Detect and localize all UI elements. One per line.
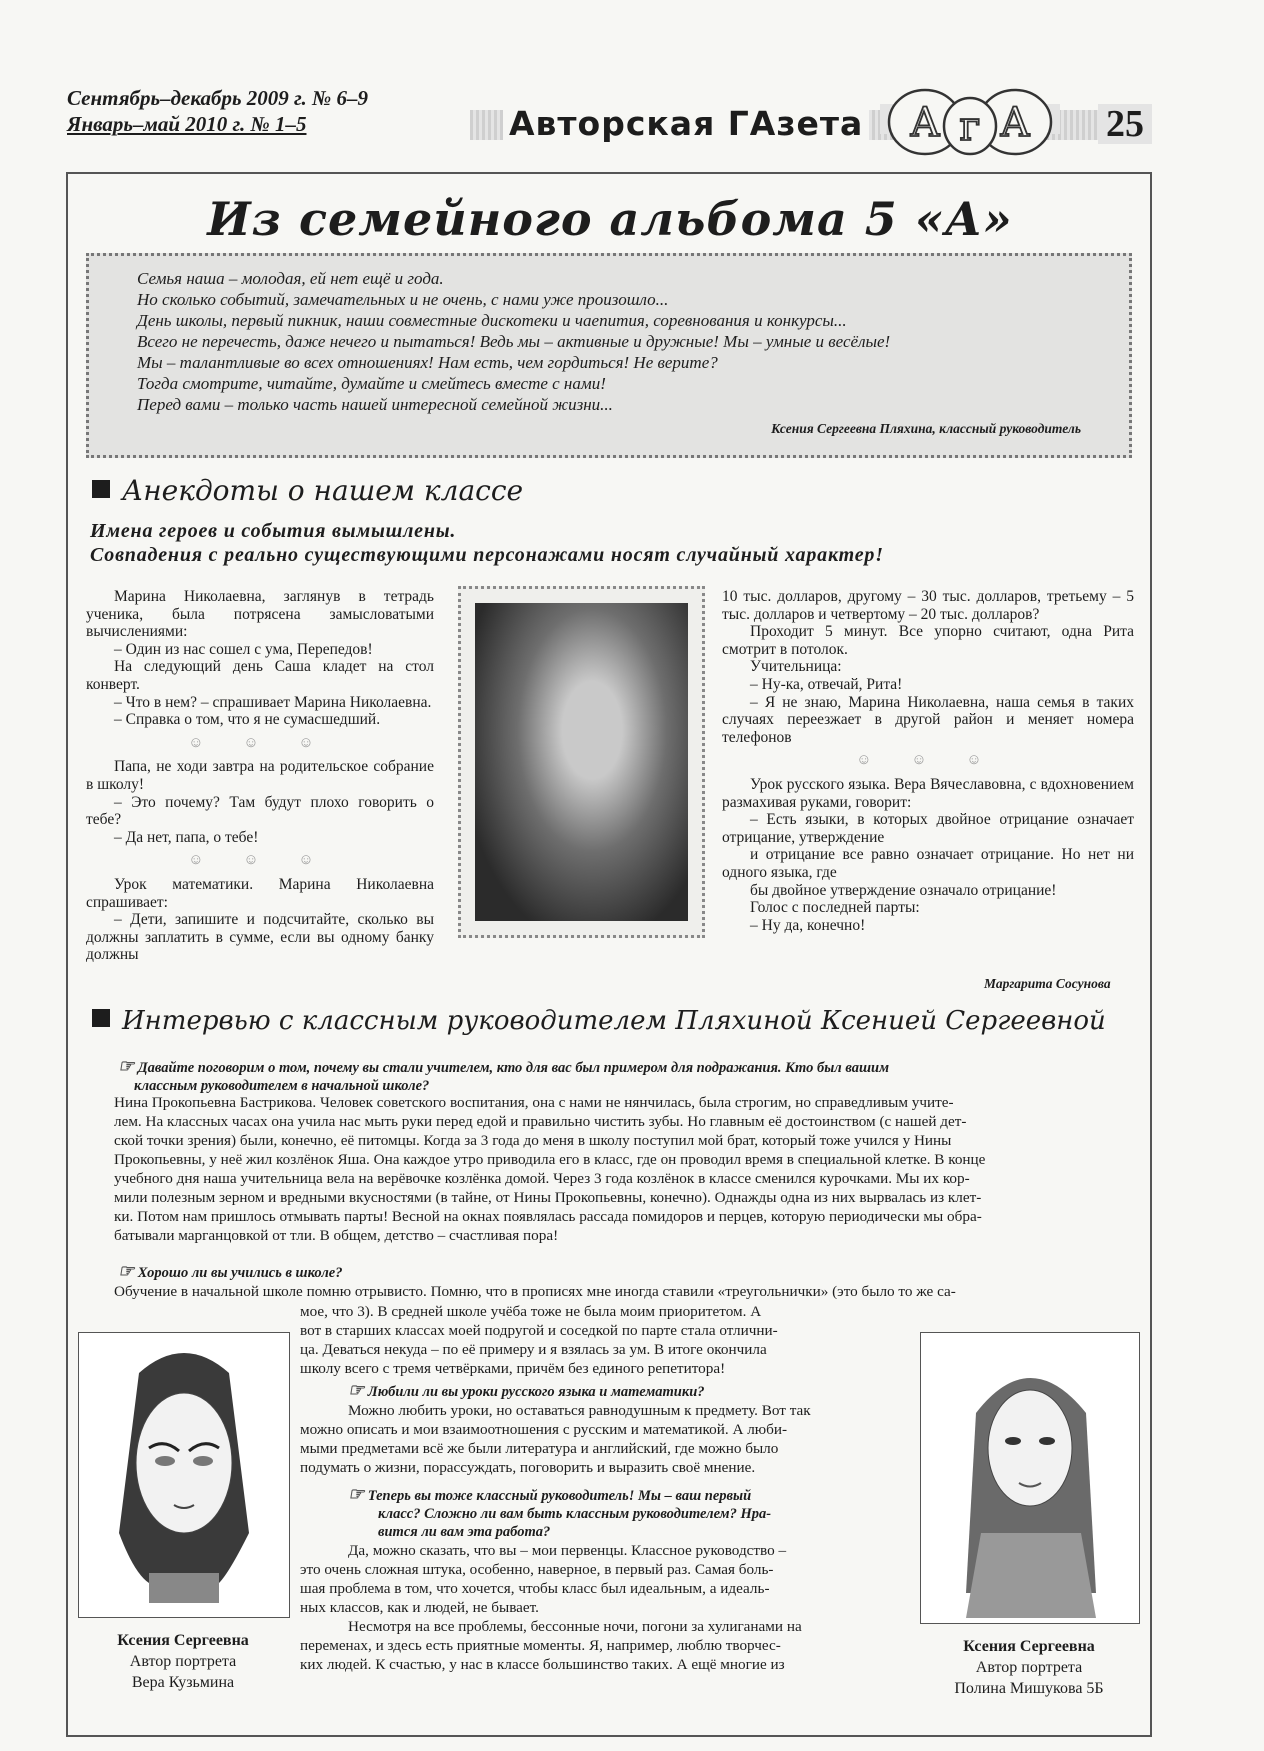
joke-paragraph: Голос с последней парты:: [750, 899, 920, 917]
joke-paragraph: – Ну да, конечно!: [750, 916, 866, 934]
portrait-left-name: Ксения Сергеевна: [117, 1632, 249, 1649]
joke-paragraph: Марина Николаевна, заглянув в тетрадь ученика, была потрясена замысловатыми вычислениями:: [86, 588, 434, 641]
pointing-hand-icon: ☞: [118, 1056, 135, 1076]
jokes-heading: [92, 474, 523, 507]
joke-paragraph: – Дети, запишите и подсчитайте, сколько вы должны заплатить в сумме, если вы одному банку должны: [86, 911, 434, 964]
answer-line: ких людей. К счастью, у нас в классе большинство таких. А ещё многие из: [300, 1656, 785, 1673]
portrait-left-drawing: [79, 1333, 289, 1617]
answer-line: учебного дня наша учительница вела на верёвочке козлёнка домой. Через 3 года козлёнок в классе сменился курочками. Мы их кор-: [114, 1170, 970, 1187]
question-3-text: Любили ли вы уроки русского языка и математики?: [367, 1384, 705, 1400]
joke-paragraph: – Я не знаю, Марина Николаевна, наша семья в таких случаях переезжает в другой район и меняет номера телефонов: [722, 693, 1134, 746]
portrait-right-role: Автор портрета: [975, 1659, 1083, 1676]
jokes-right-column: [722, 588, 1134, 934]
answer-line: Прокопьевны, у неё жил козлёнок Яша. Она каждое утро приводила его в класс, где он проводил время в специальной клетке. В конце: [114, 1151, 986, 1168]
aga-logo-icon: [880, 80, 1060, 160]
masthead-title: Авторская ГАзета: [503, 104, 869, 144]
intro-line: Перед вами – только часть нашей интересной семейной жизни...: [137, 395, 613, 414]
answer-line: Можно любить уроки, но оставаться равнодушным к предмету. Вот так: [348, 1402, 811, 1419]
joke-paragraph: Проходит 5 минут. Все упорно считают, одна Рита смотрит в потолок.: [722, 623, 1134, 658]
answer-line: ных классов, как и людей, не бывает.: [300, 1599, 539, 1616]
smiley-separator: ☺ ☺ ☺: [188, 852, 332, 869]
question-1-line-2: классным руководителем в начальной школе?: [134, 1078, 430, 1094]
jokes-heading-text: Анекдоты о нашем классе: [122, 474, 524, 507]
intro-line: День школы, первый пикник, наши совместные дискотеки и чаепития, соревнования и конкурсы...: [137, 311, 847, 330]
portrait-right-drawing: [921, 1333, 1139, 1623]
portrait-right-caption: [920, 1636, 1138, 1699]
svg-text:А: А: [999, 100, 1031, 146]
pointing-hand-icon: ☞: [348, 1380, 365, 1400]
answer-line: школу всего с тремя четвёрками, причём без единого репетитора!: [300, 1360, 726, 1377]
joke-paragraph: – Справка о том, что я не сумасшедший.: [114, 711, 381, 729]
svg-text:г: г: [959, 104, 981, 150]
jokes-left-column: [86, 588, 434, 964]
bullet-square-icon: [92, 480, 110, 498]
intro-line: Семья наша – молодая, ей нет ещё и года.: [137, 269, 444, 288]
interview-heading-text: Интервью с классным руководителем Пляхиной Ксенией Сергеевной: [122, 1006, 1106, 1036]
answer-line: мое, что 3). В средней школе учёба тоже не была моим приоритетом. А: [300, 1303, 762, 1320]
answer-line: ца. Деваться некуда – по её примеру и я взялась за ум. В итоге окончила: [300, 1341, 767, 1358]
answer-line: это очень сложная штука, особенно, наверное, в первый раз. Самая боль-: [300, 1561, 774, 1578]
interview-center-column: [300, 1302, 900, 1674]
class-photo: [458, 586, 705, 938]
question-1: [118, 1057, 1128, 1095]
answer-line: мили полезным зерном и вредными вкусностями (в тайне, от Нины Прокопьевны, конечно). Однажды одна из них вырвалась из клет-: [114, 1189, 982, 1206]
svg-text:А: А: [909, 100, 941, 146]
answer-line: подумать о жизни, порассуждать, поговорить и выразить своё мнение.: [300, 1459, 756, 1476]
question-2-text: Хорошо ли вы учились в школе?: [137, 1265, 343, 1281]
joke-paragraph: – Один из нас сошел с ума, Перепедов!: [114, 640, 373, 658]
portrait-left-caption: [78, 1630, 288, 1693]
joke-paragraph: – Ну-ка, отвечай, Рита!: [750, 675, 903, 693]
joke-paragraph: 10 тыс. долларов, другому – 30 тыс. долларов, третьему – 5 тыс. долларов и четвертому – 20 тыс. долларов?: [722, 588, 1134, 623]
jokes-subtitle-line-1: Имена героев и события вымышлены.: [90, 520, 457, 542]
bullet-square-icon: [92, 1009, 110, 1027]
question-4-line: Теперь вы тоже классный руководитель! Мы – ваш первый: [367, 1488, 752, 1504]
answer-line: мыми предметами всё же были литература и английский, где можно было: [300, 1440, 779, 1457]
interview-heading: [92, 1006, 1106, 1036]
joke-paragraph: – Это почему? Там будут плохо говорить о тебе?: [86, 793, 434, 829]
intro-line: Но сколько событий, замечательных и не очень, с нами уже произошло...: [137, 290, 669, 309]
answer-line: ки. Потом нам пришлось отмывать парты! Весной на окнах появлялась рассада помидоров и перцев, которую периодически мы обра-: [114, 1208, 982, 1225]
pointing-hand-icon: ☞: [118, 1261, 135, 1281]
question-4-line: вится ли вам эта работа?: [378, 1524, 551, 1540]
smiley-separator: ☺ ☺ ☺: [188, 734, 332, 751]
intro-line: Мы – талантливые во всех отношениях! Нам есть, чем гордиться! Не верите?: [137, 353, 718, 372]
answer-line: переменах, и здесь есть приятные моменты. Я, например, люблю творчес-: [300, 1637, 781, 1654]
joke-paragraph: и отрицание все равно означает отрицание. Но нет ни одного языка, где: [722, 846, 1134, 881]
intro-line: Тогда смотрите, читайте, думайте и смейтесь вместе с нами!: [137, 374, 606, 393]
joke-paragraph: бы двойное утверждение означало отрицание!: [750, 881, 1057, 899]
question-2: [118, 1262, 342, 1282]
portrait-left-author: Вера Кузьмина: [131, 1674, 235, 1691]
question-4-line: класс? Сложно ли вам быть классным руководителем? Нра-: [378, 1506, 772, 1522]
answer-line: Несмотря на все проблемы, бессонные ночи, погони за хулиганами на: [348, 1618, 802, 1635]
smiley-separator: ☺ ☺ ☺: [856, 752, 1000, 769]
question-4: [300, 1485, 900, 1541]
issue-dates: [67, 85, 368, 137]
issue-line-2: Январь–май 2010 г. № 1–5: [67, 112, 307, 136]
question-1-line-1: Давайте поговорим о том, почему вы стали учителем, кто для вас был примером для подражания. Кто был вашим: [137, 1060, 890, 1076]
intro-line: Всего не перечесть, даже нечего и пытаться! Ведь мы – активные и дружные! Мы – умные и весёлые!: [137, 332, 891, 351]
intro-signature: Ксения Сергеевна Пляхина, классный руководитель: [771, 421, 1081, 436]
portrait-right: [920, 1332, 1140, 1624]
jokes-author: Маргарита Сосунова: [984, 976, 1111, 991]
issue-line-1: Сентябрь–декабрь 2009 г. № 6–9: [67, 86, 368, 110]
answer-line: Да, можно сказать, что вы – мои первенцы. Классное руководство –: [348, 1542, 787, 1559]
joke-paragraph: Учительница:: [750, 658, 842, 676]
answer-line: Нина Прокопьевна Бастрикова. Человек советского воспитания, она с нами не нянчилась, была строгим, но справедливым учите-: [114, 1094, 954, 1111]
answer-2-full: [114, 1282, 956, 1301]
jokes-subtitle-line-2: Совпадения с реально существующими персонажами носят случайный характер!: [90, 544, 884, 566]
joke-paragraph: Папа, не ходи завтра на родительское собрание в школу!: [86, 758, 434, 793]
question-3: [300, 1381, 900, 1401]
joke-paragraph: На следующий день Саша кладет на стол конверт.: [86, 658, 434, 693]
photo-image: [475, 603, 688, 921]
joke-paragraph: Урок математики. Марина Николаевна спрашивает:: [86, 875, 434, 911]
page-title: Из семейного альбома 5 «А»: [207, 192, 1013, 246]
joke-paragraph: – Да нет, папа, о тебе!: [114, 828, 259, 846]
answer-line: батывали марганцовкой от тли. В общем, детство – счастливая пора!: [114, 1227, 559, 1244]
joke-paragraph: Урок русского языка. Вера Вячеславовна, с вдохновением размахивая руками, говорит:: [722, 775, 1134, 811]
page-number: 25: [1098, 104, 1152, 144]
answer-line: вот в старших классах моей подругой и соседкой по парте стала отлични-: [300, 1322, 778, 1339]
portrait-left: [78, 1332, 290, 1618]
portrait-right-name: Ксения Сергеевна: [963, 1638, 1095, 1655]
jokes-subtitle: [90, 519, 884, 567]
answer-line: ской точки зрения) были, конечно, её питомцы. Когда за 3 года до меня в школу поступил мой брат, который тоже учился у Нины: [114, 1132, 952, 1149]
joke-paragraph: – Что в нем? – спрашивает Марина Николаевна.: [114, 693, 432, 711]
answer-1: [114, 1093, 1134, 1245]
answer-line: лем. На классных часах она учила нас мыть руки перед едой и правильно чистить зубы. Но главным её достоинством (с нашей дет-: [114, 1113, 967, 1130]
pointing-hand-icon: ☞: [348, 1484, 365, 1504]
portrait-right-author: Полина Мишукова 5Б: [954, 1680, 1104, 1697]
answer-line: можно описать и мои взаимоотношения с русским и математикой. А люби-: [300, 1421, 788, 1438]
intro-box: [86, 253, 1132, 458]
answer-line: шая проблема в том, что хочется, чтобы класс был идеальным, а идеаль-: [300, 1580, 770, 1597]
joke-paragraph: – Есть языки, в которых двойное отрицание означает отрицание, утверждение: [722, 811, 1134, 846]
answer-line: Обучение в начальной школе помню отрывисто. Помню, что в прописях мне иногда ставили «треугольнички» (это было то же са-: [114, 1283, 956, 1300]
portrait-left-role: Автор портрета: [129, 1653, 237, 1670]
